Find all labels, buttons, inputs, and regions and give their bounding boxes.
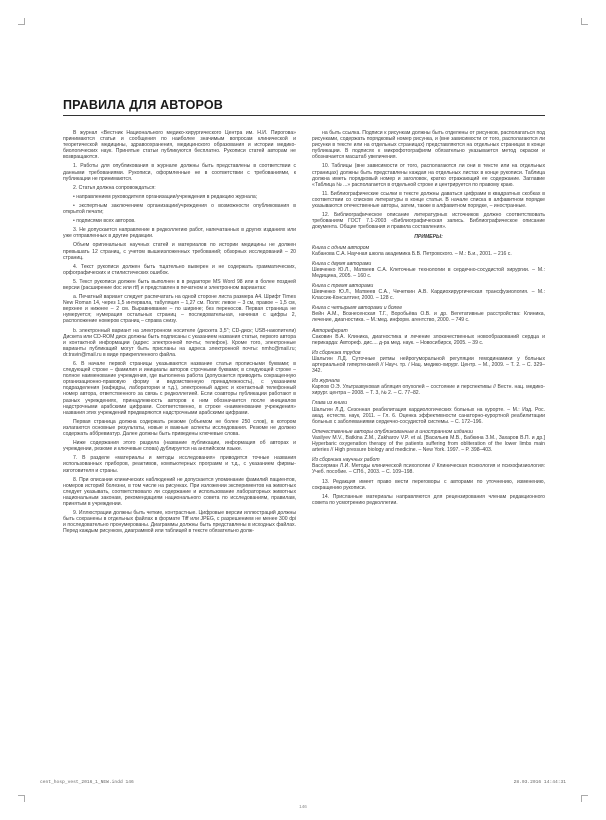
example-type: Книга с тремя авторами <box>312 282 374 289</box>
example-type: Из журнала <box>312 378 340 385</box>
example-type: Книга с одним автором <box>312 244 370 251</box>
paragraph: 9. Иллюстрации должны быть четкие, контрастные. Цифровые версии иллюстраций должны быть сохранены в отдельных файлах в формате Tiff или JPEG, с разрешением не менее 300 dpi и последовательно пронумерованы. Диаграммы должны быть представлены в исходных файлах. Перед каждым рисунком, диаграммой или таблицей в тексте обязательно долж- <box>63 510 296 535</box>
example-entry: Шальгин Л.Д. Сезонная реабилитация кардиологических больных на курорте. – М.: Изд. Рос. акад. естеств. наук, 2011. – Гл. 6. Оценка эффективности санаторно-курортной реабилитации больных с заболеваниями сердечно-сосудистой системы. – С. 172–196. <box>312 406 545 425</box>
footer-timestamp: 28.03.2016 14:44:31 <box>513 780 566 785</box>
paragraph: 13. Редакция имеет право вести переговоры с авторами по уточнению, изменению, сокращению рукописи. <box>312 478 545 491</box>
paragraph: Ниже содержания этого раздела (название публикации, информация об авторах и учреждении, резюме и ключевые слова) дублируется на английском языке. <box>63 440 296 453</box>
right-column <box>312 130 545 506</box>
example-type: Книга с двумя авторами <box>312 260 372 267</box>
example-type: Из сборника научных работ <box>312 457 380 464</box>
paragraph: • экспертным заключением организации/учреждения о возможности опубликования в открытой печати; <box>63 202 296 216</box>
paragraph: на быть ссылка. Подписи к рисункам должны быть отделены от рисунков, располагаться под рисунками, содержать порядковый номер рисунка, и (вне зависимости от того, располагаются ли рисунки в тексте или на отдельных страницах) представляются на отдельных страницах в конце публикации. В подписях к микрофотографиям обязательно указывается метод окраски и обозначается масштаб увеличения. <box>312 130 545 161</box>
left-column <box>63 130 296 534</box>
example-type: Книга с четырьмя авторами и более <box>312 305 403 312</box>
example-entry: Шевченко Ю.Л., Матвеев С.А., Чечеткин А.В. Кардиохирургическая трансфузиология. – М.: Классик-Консалтинг, 2000. – 128 с. <box>312 289 545 302</box>
paragraph: 5. Текст рукописи должен быть выполнен в в редакторе MS Word 98 или в более поздней версии (расширение doc или rtf) и представлен в печатном и электронном вариантах: <box>63 278 296 291</box>
example-type: Из сборника трудов <box>312 349 361 356</box>
example-entry: Вассерман Л.И. Методы клинической психологии // Клиническая психология и психофизиология: Учеб. пособие. – СПб., 2003. – С. 109–198. <box>312 463 545 476</box>
example-entry: Vasilyev M.V., Batkina Z.M., Zakharov V.P. et al. [Васильев М.В., Бабкина З.М., Захаров В.П. и др.] Hyperbaric oxygenation therapy of the patients suffering from obliteration of the lower limbs main arteries // High pressure biology and medicine. – New York. 1997. – P. 398–403. <box>312 434 545 454</box>
paragraph: 6. В начале первой страницы указываются название статьи прописными буквами; в следующей строке – фамилия и инициалы авторов строчными буквами; в следующей строке – полное наименование учреждения, где выполнена работа (допускается приводить сокращенную организационно-правовую форму и ведомственную принадлежность), с указанием подразделения (кафедры, лаборатории и т.д.), электронный адрес и контактный телефонный номер автора, ответственного за связь с редколлегией. Если соавторы публикации работают в разных учреждениях, принадлежность авторов к ним обозначается после инициалов надстрочными арабскими цифрами. Соответственно, в строке «наименование учреждения» названия этих учреждений предваряются надстрочными арабскими цифрами. <box>63 361 296 416</box>
example-entry: Шальгин Л.Д. Суточные ритмы нейрогуморальной регуляции гемодинамики у больных артериальной гипертензией // Науч. тр. / Нац. медико-хирург. Центр. – М., 2009. – Т. 2. – С. 329–342. <box>312 355 545 375</box>
paragraph: Объем оригинальных научных статей и материалов по истории медицины не должен превышать 12 страниц, с учетом вышеизложенных требований; обзорных исследований – 20 страниц. <box>63 242 296 261</box>
page-title: ПРАВИЛА ДЛЯ АВТОРОВ <box>63 98 224 112</box>
example-entry: Вейн А.М., Вознесенская Т.Г., Воробьёва О.В. и др. Вегетативные расстройства: Клиника, лечение, диагностика. – М.:мед. информ. агентство, 2000. – 749 с. <box>312 311 545 324</box>
paragraph: а. Печатный вариант следует распечатать на одной стороне листа размера А4. Шрифт Times New Roman 14, через 1,5 интервала, табуляция – 1,27 см. Поля: левое – 3 см, правое – 1,5 см, верхнее и нижнее – 2 см. Выравнивание – по ширине; без переносов. Первая страница не нумеруется; нумерация остальных страниц – последовательная, начиная с цифры 2, расположение номеров страниц – справа снизу. <box>63 294 296 325</box>
paragraph: 1. Работы для опубликования в журнале должны быть представлены в соответствии с данными требованиями. Рукописи, оформленные не в соответствии с требованиями, к публикации не принимаются. <box>63 163 296 182</box>
paragraph: 14. Присланные материалы направляются для рецензирования членам редакционного совета по усмотрению редколлегии. <box>312 493 545 506</box>
example-type: Глава из книги <box>312 400 348 407</box>
paragraph: Первая страница должна содержать резюме (объемом не более 250 слов), в котором излагаются основные результаты, новые и важные аспекты исследования. Резюме не должно содержать аббревиатур. Далее должны быть приведены ключевые слова. <box>63 418 296 438</box>
paragraph: • подписями всех авторов. <box>73 218 136 225</box>
example-entry: Кабанова С.А. Научная школа академика Б.В. Петровского. – М.: Б.и., 2001. – 216 с. <box>312 250 512 257</box>
example-type: Отечественные авторы опубликованные в иностранном издании <box>312 428 473 435</box>
crop-mark-top-right <box>581 18 588 25</box>
example-type: Автореферат <box>312 327 348 334</box>
paragraph: 4. Текст рукописи должен быть тщательно выверен и не содержать грамматических, орфографических и стилистических ошибок. <box>63 263 296 276</box>
crop-mark-bottom-left <box>18 795 25 802</box>
crop-mark-top-left <box>18 18 25 25</box>
paragraph: В журнал «Вестник Национального медико-хирургического Центра им. Н.И. Пирогова» принимаются статьи и сообщения по наиболее значимым вопросам клинической и теоретической медицины, здравоохранения, медицинского образования и истории медико-биологических наук. Принятые статьи публикуются бесплатно. Рукописи статей авторам не возвращаются. <box>63 130 296 161</box>
paragraph: 3. Не допускается направление в редколлегию работ, напечатанных в других изданиях или уже отправленных в другие редакции. <box>63 227 296 240</box>
examples-heading: ПРИМЕРЫ: <box>414 234 443 241</box>
paragraph: b. электронный вариант на электронном носителе (дискета 3,5"; CD-диск; USB-накопители) Дискета или CD-ROM диск должны быть подписаны с указанием названия статьи, первого автора и контактной информации (адрес электронной почты; телефон). Кроме того, электронные варианты публикаций могут быть присланы на адреса электронной почты: nmhc@mail.ru; dr.travin@mail.ru в виде прикрепленного файла. <box>63 327 296 358</box>
example-entry: Карпов О.Э. Ультразвуковая абляция опухолей – состояние и перспективы // Вестн. нац. медико-хирург. центра – 2008. – Т. 3, № 2. – С. 77–82. <box>312 384 545 397</box>
footer-file-info: cent_hosp_vest_2016_1_NEW.indd 146 <box>40 780 134 785</box>
paragraph: 11. Библиографические ссылки в тексте должны даваться цифрами в квадратных скобках в соответствии со списком литературы в конце статьи. В начале списка в алфавитном порядке указываются отечественные авторы, затем, также в алфавитном порядке, – иностранные. <box>312 190 545 210</box>
paragraph: • направлением руководителя организации/учреждения в редакцию журнала; <box>73 193 258 200</box>
page-number: 146 <box>299 804 307 809</box>
crop-mark-bottom-right <box>581 795 588 802</box>
example-entry: Саковин В.А. Клиника, диагностика и лечение злокачественных новообразований сердца и перикарда: Автореф. дис.... д-ра мед. наук. – Новосибирск, 2005. – 39 с. <box>312 333 545 346</box>
paragraph: 10. Таблицы (вне зависимости от того, располагаются ли они в тексте или на отдельных страницах) должны быть представлены каждая на отдельных листах в конце рукописи. Таблица должна иметь порядковый номер и заголовок, кратко отражающий ее содержание. Заглавие «Таблица № ...» располагается в отдельной строке и центрируется по правому краю. <box>312 163 545 188</box>
paragraph: 12. Библиографическое описание литературных источников должно соответствовать требованиям ГОСТ 7.1-2003 «Библиографическая запись. Библиографическое описание документа. Общие требования и правила составления». <box>312 212 545 231</box>
paragraph: 7. В разделе «материалы и методы исследования» приводится точные названия использованных приборов, реактивов, компьютерных программ и т.д., с указанием фирмы-изготовителя и страны. <box>63 455 296 474</box>
paragraph: 2. Статья должна сопровождаться: <box>73 184 156 191</box>
example-entry: Шевченко Ю.Л., Матвеев С.А. Клеточные технологии в сердечно-сосудистой хирургии. – М.: Медицина, 2005. – 160 с. <box>312 266 545 279</box>
paragraph: 8. При описании клинических наблюдений не допускается упоминание фамилий пациентов, номеров историй болезни, в том числе на рисунках. При изложении экспериментов на животных следует указывать, соответствовало ли содержание и использование лабораторных животных национальным законам, рекомендациям национального совета по исследованиям, правилам, принятым в учреждении. <box>63 476 296 507</box>
title-rule <box>63 115 545 116</box>
